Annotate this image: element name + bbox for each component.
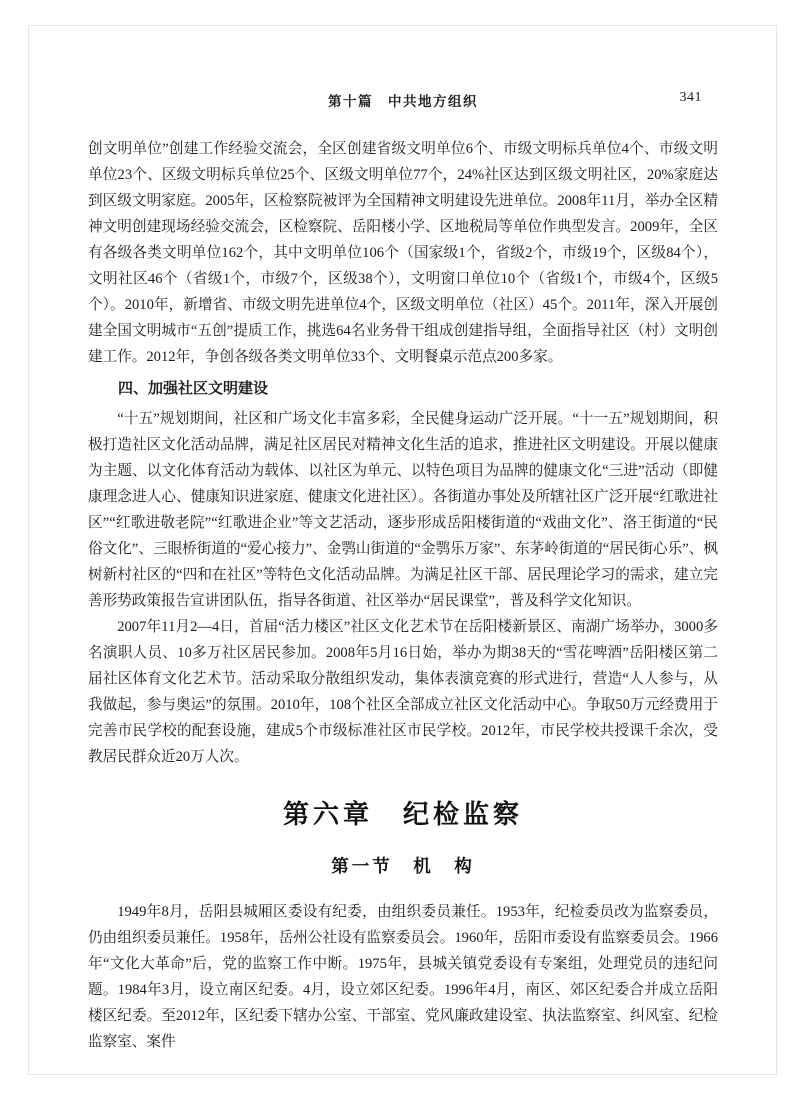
page-number: 341 — [679, 90, 702, 105]
running-head: 第十篇 中共地方组织 — [328, 94, 478, 109]
subsection-heading: 四、加强社区文明建设 — [118, 381, 269, 397]
section-heading: 第一节 机 构 — [331, 856, 475, 876]
document-body — [88, 136, 718, 1055]
paragraph-discipline-organization: 1949年8月，岳阳县城厢区委设有纪委，由组织委员兼任。1953年，纪检委员改为监察委员，仍由组织委员兼任。1958年，岳州公社设有监察委员会。1960年，岳阳市委设有监察委员会。1966年“文化大革命”后，党的监察工作中断。1975年，县城关镇党委设有专案组，处理党员的违纪问题。1984年3月，设立南区纪委。4月，设立郊区纪委。1996年4月，南区、郊区纪委合并成立岳阳楼区纪委。至2012年，区纪委下辖办公室、干部室、党风廉政建设室、执法监察室、纠风室、纪检监察室、案件 — [88, 904, 718, 1050]
page-header — [88, 90, 718, 112]
paragraph-culture-festival: 2007年11月2—4日，首届“活力楼区”社区文化艺术节在岳阳楼新景区、南湖广场举办，3000多名演职人员、10多万社区居民参加。2008年5月16日始，举办为期38天的“雪花啤酒”岳阳楼区第二届社区体育文化艺术节。活动采取分散组织发动，集体表演竞赛的形式进行，营造“人人参与，从我做起，参与奥运”的氛围。2010年，108个社区全部成立社区文化活动中心。争取50万元经费用于完善市民学校的配套设施，建成5个市级标准社区市民学校。2012年，市民学校共授课千余次，受教居民群众近20万人次。 — [88, 619, 718, 765]
paragraph-civilized-units: 创文明单位”创建工作经验交流会，全区创建省级文明单位6个、市级文明标兵单位4个、市级文明单位23个、区级文明标兵单位25个、区级文明单位77个，24%社区达到区级文明社区，20%家庭达到区级文明家庭。2005年，区检察院被评为全国精神文明建设先进单位。2008年11月，举办全区精神文明创建现场经验交流会，区检察院、岳阳楼小学、区地税局等单位作典型发言。2009年，全区有各级各类文明单位162个，其中文明单位106个（国家级1个，省级2个，市级19个，区级84个），文明社区46个（省级1个，市级7个，区级38个），文明窗口单位10个（省级1个，市级4个，区级5个）。2010年，新增省、市级文明先进单位4个，区级文明单位（社区）45个。2011年，深入开展创建全国文明城市“五创”提质工作，挑选64名业务骨干组成创建指导组，全面指导社区（村）文明创建工作。2012年，争创各级各类文明单位33个、文明餐桌示范点200多家。 — [88, 141, 718, 365]
chapter-heading: 第六章 纪检监察 — [282, 799, 523, 829]
paragraph-community-culture: “十五”规划期间，社区和广场文化丰富多彩，全民健身运动广泛开展。“十一五”规划期间，积极打造社区文化活动品牌，满足社区居民对精神文化生活的追求，推进社区文明建设。开展以健康为主题、以文化体育活动为载体、以社区为单元、以特色项目为品牌的健康文化“三进”活动（即健康理念进人心、健康知识进家庭、健康文化进社区）。各街道办事处及所辖社区广泛开展“红歌进社区”“红歌进敬老院”“红歌进企业”等文艺活动，逐步形成岳阳楼街道的“戏曲文化”、洛王街道的“民俗文化”、三眼桥街道的“爱心接力”、金鹗山街道的“金鹗乐万家”、东茅岭街道的“居民街心乐”、枫树新村社区的“四和在社区”等特色文化活动品牌。为满足社区干部、居民理论学习的需求，建立完善形势政策报告宣讲团队伍，指导各街道、社区举办“居民课堂”，普及科学文化知识。 — [88, 411, 718, 609]
